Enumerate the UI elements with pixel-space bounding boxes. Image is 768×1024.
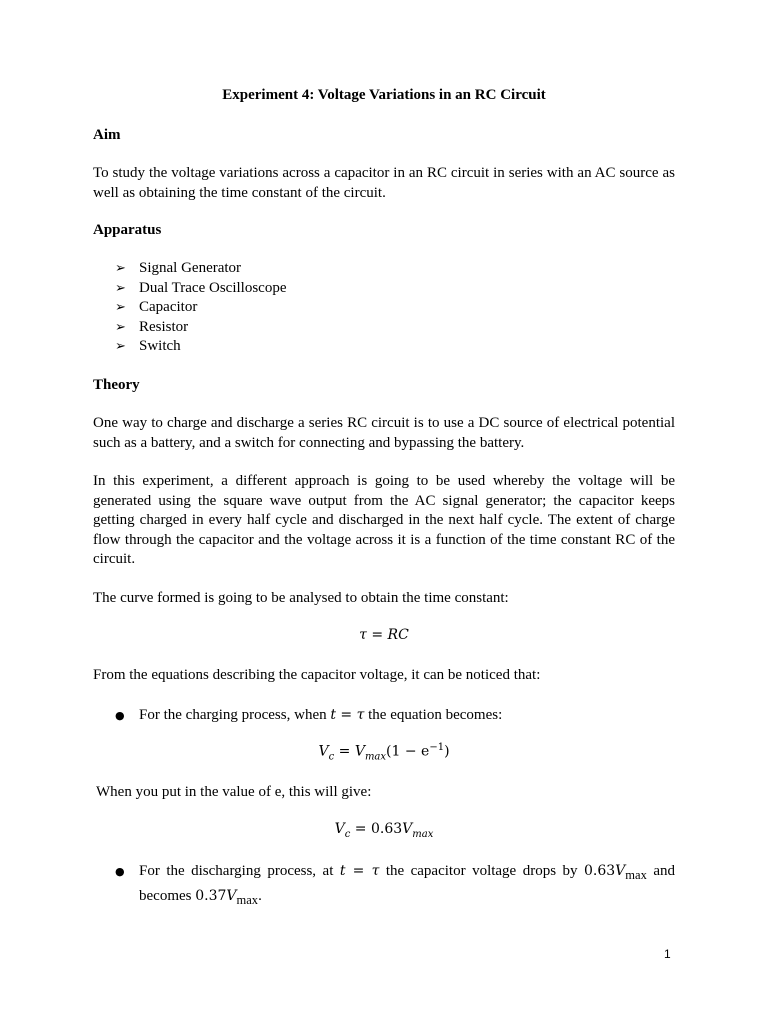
apparatus-item: ➢ Dual Trace Oscilloscope	[115, 279, 286, 299]
apparatus-list	[115, 259, 286, 357]
apparatus-item: ➢ Switch	[115, 337, 286, 357]
theory-paragraph-5: When you put in the value of e, this will give:	[96, 784, 372, 800]
aim-text: To study the voltage variations across a capacitor in an RC circuit in series with an AC source as well as obtaining the time constant of the circuit.	[93, 165, 675, 201]
theory-paragraph-3: The curve formed is going to be analysed to obtain the time constant:	[93, 590, 509, 606]
theory-paragraph-1: One way to charge and discharge a series RC circuit is to use a DC source of electrical potential such as a battery, and a switch for connecting and bypassing the battery.	[93, 415, 675, 451]
apparatus-item: ➢ Capacitor	[115, 298, 286, 318]
aim-heading: Aim	[93, 127, 121, 143]
arrow-bullet-icon: ➢	[115, 339, 126, 354]
charging-equation: $V_c = V_{max}(1 - e^{-1})$	[318, 742, 450, 763]
page-number: 1	[664, 947, 671, 961]
document-title: Experiment 4: Voltage Variations in an RC Circuit	[222, 87, 546, 103]
arrow-bullet-icon: ➢	[115, 280, 126, 296]
apparatus-item: ➢ Signal Generator	[115, 259, 286, 279]
apparatus-heading: Apparatus	[93, 222, 162, 238]
arrow-bullet-icon: ➢	[115, 319, 126, 335]
tau-equation: τ = RC	[359, 627, 409, 643]
arrow-bullet-icon: ➢	[115, 261, 126, 276]
theory-paragraph-4: From the equations describing the capacitor voltage, it can be noticed that:	[93, 667, 541, 683]
arrow-bullet-icon: ➢	[115, 300, 126, 315]
discharging-bullet: ● For the discharging process, at t = τ the capacitor voltage drops by $0.63V_{max}$ and becomes $0.37V_{max}$.	[115, 863, 675, 907]
bullet-dot-icon: ●	[115, 709, 125, 722]
theory-paragraph-2: In this experiment, a different approach is going to be used whereby the voltage will be generated using the square wave output from the AC signal generator; the capacitor keeps getting charged in every half cycle and discharged in the next half cycle. The extent of charge flow through the capacitor and the voltage across it is a function of the time constant RC of the circuit.	[93, 473, 675, 567]
apparatus-item: ➢ Resistor	[115, 318, 286, 338]
capacitor-voltage-equation: $V_c = 0.63V_{max}$	[334, 821, 434, 840]
charging-bullet: ● For the charging process, when t = τ the equation becomes:	[115, 705, 675, 727]
bullet-dot-icon: ●	[115, 865, 125, 878]
theory-heading: Theory	[93, 377, 140, 393]
